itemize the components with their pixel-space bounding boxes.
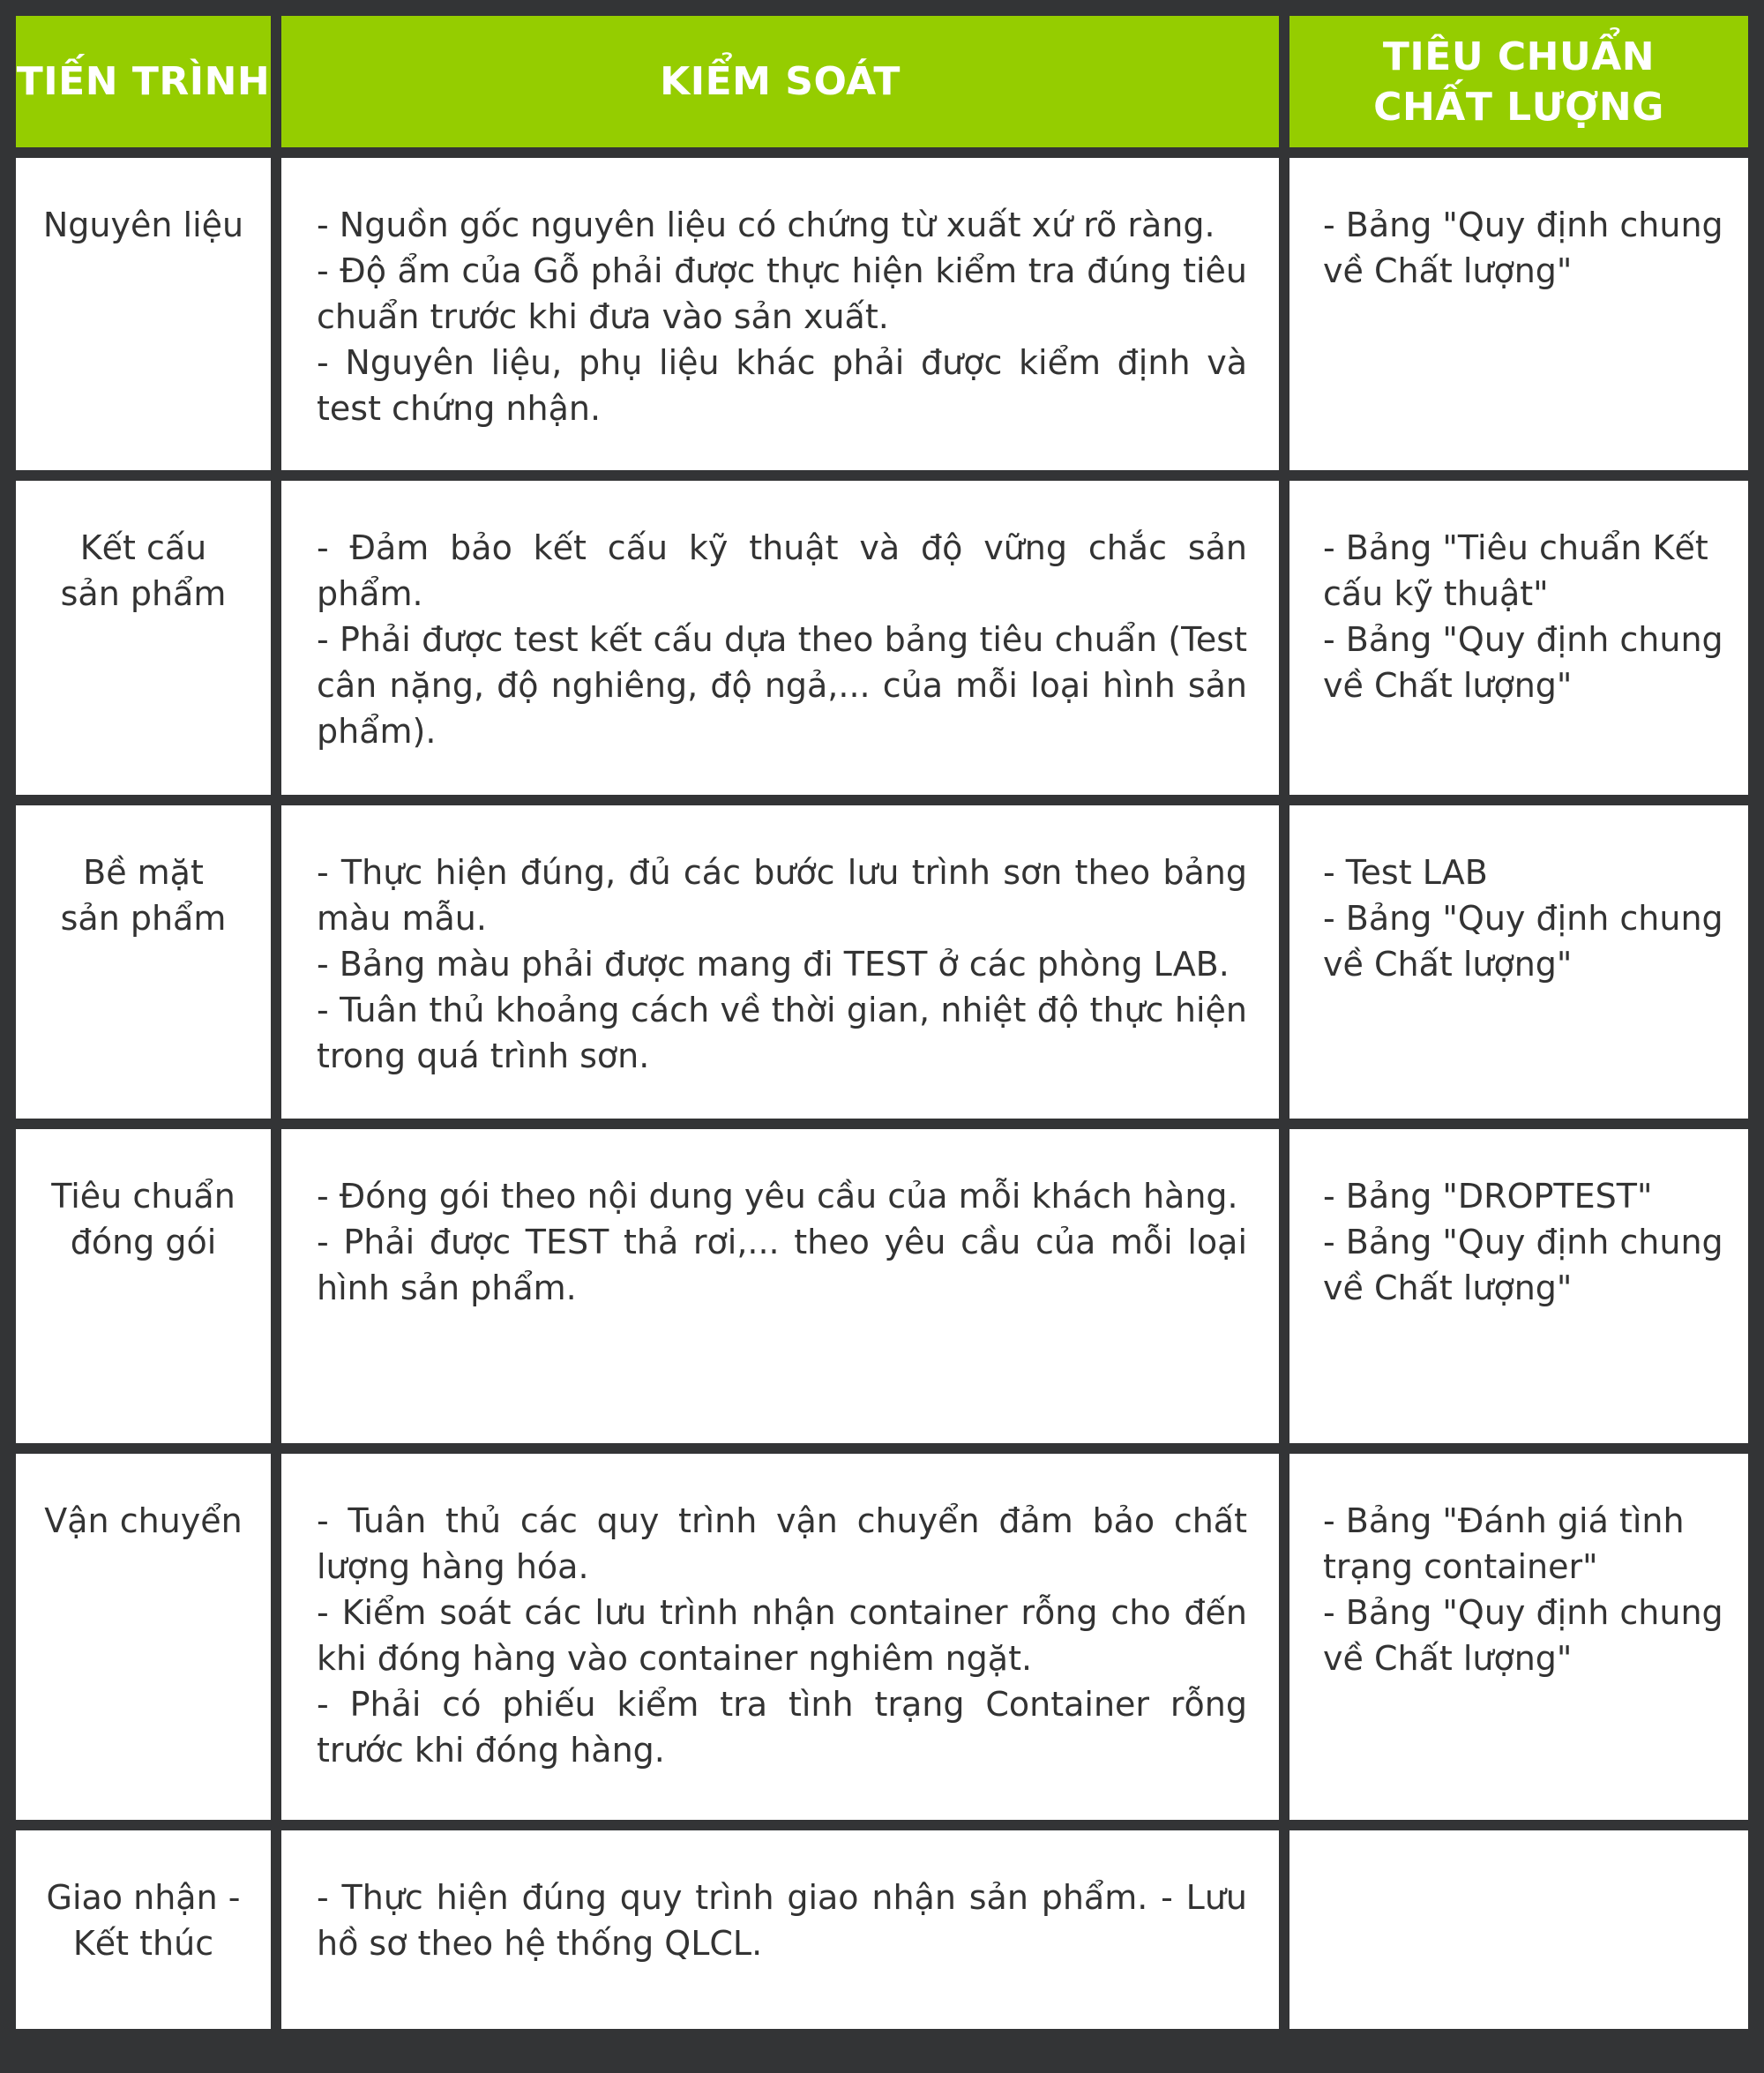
control-item: - Đảm bảo kết cấu kỹ thuật và độ vững chắc sản phẩm. [317,528,1247,613]
control-item: - Phải được TEST thả rơi,... theo yêu cầu của mỗi loại hình sản phẩm. [317,1223,1247,1307]
quality-control-table [16,16,1748,2029]
control-item: - Tuân thủ khoảng cách về thời gian, nhiệt độ thực hiện trong quá trình sơn. [317,991,1247,1075]
row-5-standards [1289,1454,1748,1820]
row-6-process: Giao nhận - Kết thúc [16,1830,271,2029]
row-4-controls [281,1129,1279,1443]
standard-item: - Test LAB [1323,853,1488,892]
row-5-process: Vận chuyển [16,1454,271,1820]
header-control: KIỂM SOÁT [281,16,1279,147]
row-3-process: Bề mặt sản phẩm [16,805,271,1119]
row-3-standards [1289,805,1748,1119]
control-item: - Kiểm soát các lưu trình nhận container rỗng cho đến khi đóng hàng vào container nghiêm ngặt. [317,1593,1247,1678]
row-1-process: Nguyên liệu [16,158,271,470]
control-item: - Phải có phiếu kiểm tra tình trạng Container rỗng trước khi đóng hàng. [317,1685,1247,1770]
control-item: - Tuân thủ các quy trình vận chuyển đảm bảo chất lượng hàng hóa. [317,1501,1247,1586]
control-item: - Thực hiện đúng, đủ các bước lưu trình sơn theo bảng màu mẫu. [317,853,1247,938]
control-item: - Thực hiện đúng quy trình giao nhận sản phẩm. - Lưu hồ sơ theo hệ thống QLCL. [317,1878,1247,1963]
control-item: - Phải được test kết cấu dựa theo bảng tiêu chuẩn (Test cân nặng, độ nghiêng, độ ngả,... của mỗi loại hình sản phẩm). [317,620,1247,751]
row-6-controls [281,1830,1279,2029]
row-4-process: Tiêu chuẩn đóng gói [16,1129,271,1443]
row-2-process: Kết cấu sản phẩm [16,481,271,795]
control-item: - Đóng gói theo nội dung yêu cầu của mỗi khách hàng. [317,1177,1238,1216]
row-2-controls [281,481,1279,795]
standard-item: - Bảng "Đánh giá tình trạng container" [1323,1501,1685,1586]
control-item: - Nguyên liệu, phụ liệu khác phải được kiểm định và test chứng nhận. [317,343,1247,428]
control-item: - Nguồn gốc nguyên liệu có chứng từ xuất xứ rõ ràng. [317,206,1215,244]
row-6-standards [1289,1830,1748,2029]
header-quality-standard: TIÊU CHUẨN CHẤT LƯỢNG [1289,16,1748,147]
row-4-standards [1289,1129,1748,1443]
standard-item: - Bảng "Quy định chung về Chất lượng" [1323,1223,1723,1307]
standard-item: - Bảng "Quy định chung về Chất lượng" [1323,206,1723,290]
row-1-standards [1289,158,1748,470]
header-process: TIẾN TRÌNH [16,16,271,147]
standard-item: - Bảng "Tiêu chuẩn Kết cấu kỹ thuật" [1323,528,1708,613]
control-item: - Độ ẩm của Gỗ phải được thực hiện kiểm tra đúng tiêu chuẩn trước khi đưa vào sản xuất. [317,251,1247,336]
row-5-controls [281,1454,1279,1820]
row-3-controls [281,805,1279,1119]
row-1-controls [281,158,1279,470]
standard-item: - Bảng "DROPTEST" [1323,1177,1653,1216]
standard-item: - Bảng "Quy định chung về Chất lượng" [1323,1593,1723,1678]
standard-item: - Bảng "Quy định chung về Chất lượng" [1323,620,1723,705]
control-item: - Bảng màu phải được mang đi TEST ở các phòng LAB. [317,945,1230,984]
row-2-standards [1289,481,1748,795]
standard-item: - Bảng "Quy định chung về Chất lượng" [1323,899,1723,984]
